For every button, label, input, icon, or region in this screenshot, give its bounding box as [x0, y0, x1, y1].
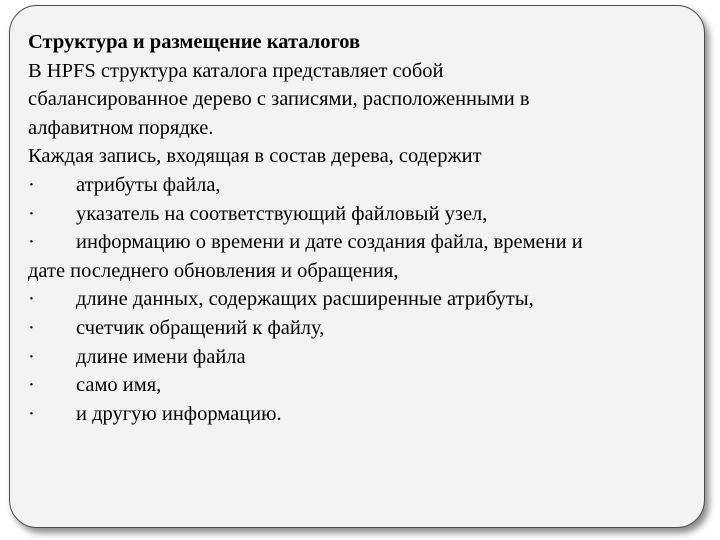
- bullet-marker: ·: [28, 345, 35, 368]
- paragraph-line: алфавитном порядке.: [28, 116, 214, 139]
- bullet-marker: ·: [28, 202, 35, 225]
- bullet-item: [28, 285, 698, 314]
- bullet-text: длине имени файла: [76, 345, 246, 368]
- slide-content: [28, 28, 698, 428]
- bullet-item: [28, 343, 698, 372]
- bullet-marker: ·: [28, 231, 35, 254]
- bullet-marker: ·: [28, 288, 35, 311]
- bullet-item: [28, 400, 698, 429]
- slide-title: Структура и размещение каталогов: [28, 31, 361, 53]
- bullet-text: само имя,: [76, 374, 162, 397]
- bullet-marker: ·: [28, 173, 35, 196]
- bullet-item: [28, 171, 698, 200]
- bullet-item: [28, 314, 698, 343]
- paragraph-line: В HPFS структура каталога представляет собой: [28, 59, 444, 82]
- bullet-item: [28, 228, 698, 257]
- paragraph-line: сбалансированное дерево с записями, расположенными в: [28, 88, 530, 111]
- bullet-marker: ·: [28, 374, 35, 397]
- bullet-text: и другую информацию.: [76, 402, 282, 425]
- intro-text: Каждая запись, входящая в состав дерева, содержит: [28, 145, 482, 168]
- bullet-marker: ·: [28, 316, 35, 339]
- bullet-text: атрибуты файла,: [76, 173, 221, 196]
- bullet-item: [28, 371, 698, 400]
- bullet-item: [28, 200, 698, 229]
- bullet-text: счетчик обращений к файлу,: [76, 316, 325, 339]
- bullet-text: длине данных, содержащих расширенные атрибуты,: [76, 288, 534, 311]
- bullet-text: информацию о времени и дате создания файла, времени и: [76, 231, 583, 254]
- bullet-text: указатель на соответствующий файловый узел,: [76, 202, 488, 225]
- bullet-continuation: дате последнего обновления и обращения,: [28, 259, 399, 282]
- bullet-marker: ·: [28, 402, 35, 425]
